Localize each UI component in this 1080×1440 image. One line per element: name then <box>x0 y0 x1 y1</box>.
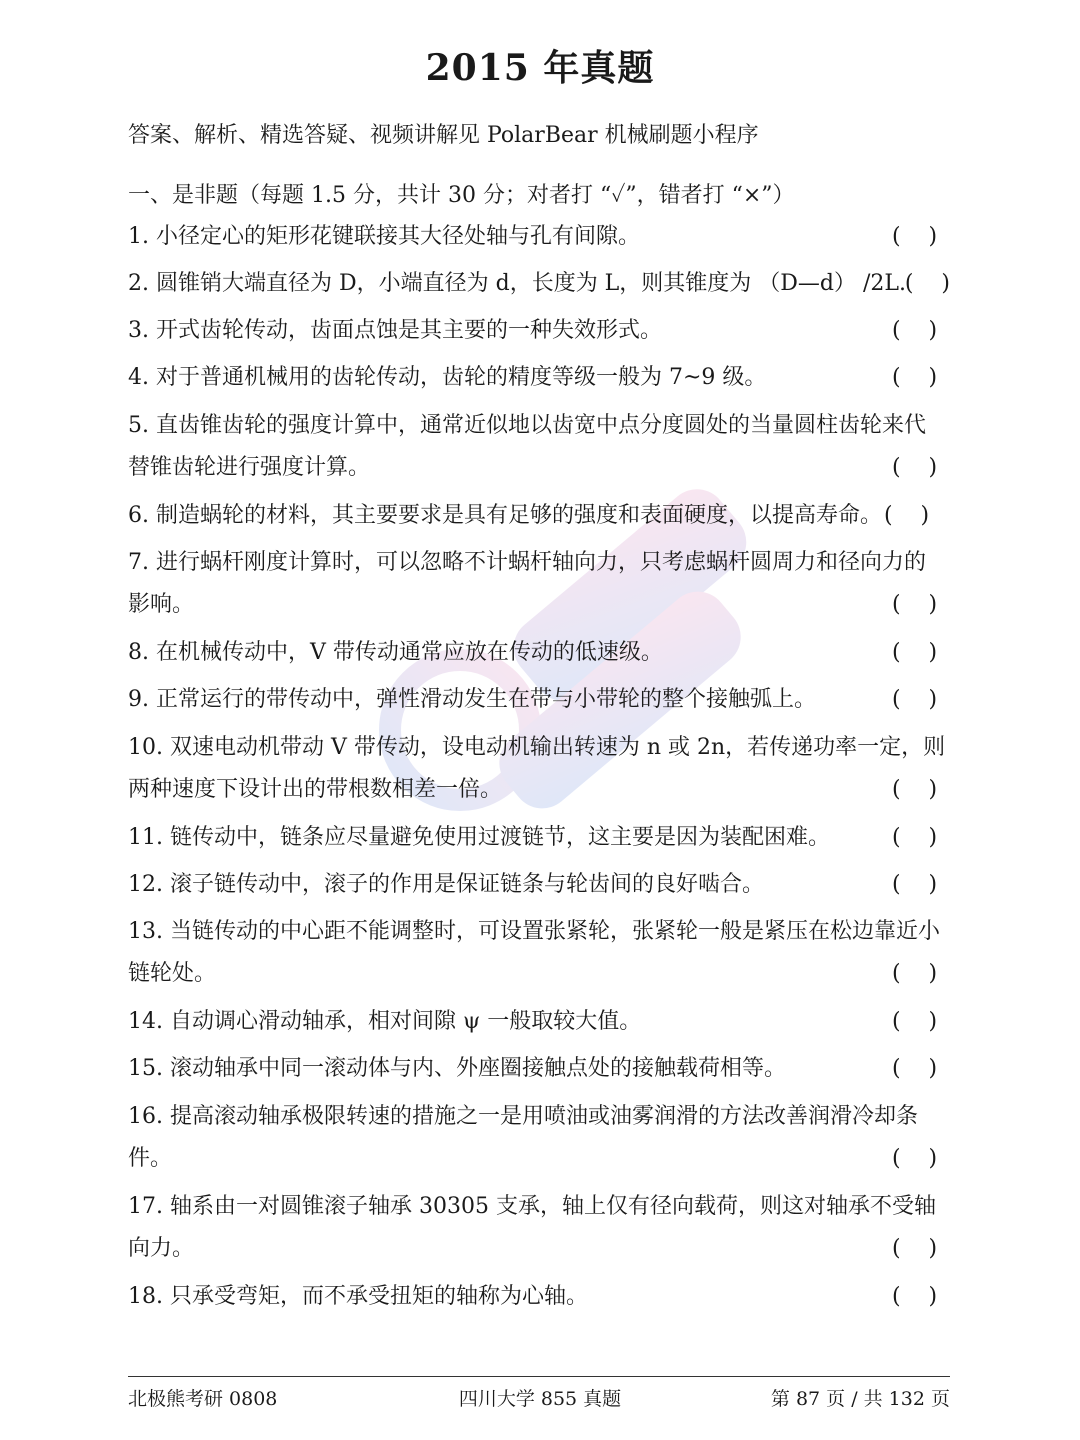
answer-blank: ( ) <box>892 224 938 249</box>
question-item-4: 4. 对于普通机械用的齿轮传动，齿轮的精度等级一般为 7~9 级。 <box>128 365 767 390</box>
answer-blank: ( ) <box>892 961 938 986</box>
question-item-13: 13. 当链传动的中心距不能调整时，可设置张紧轮，张紧轮一般是紧压在松边靠近小 <box>128 919 940 944</box>
question-item-10-continued: 两种速度下设计出的带根数相差一倍。 <box>128 777 503 802</box>
question-item-17-continued: 向力。 <box>128 1236 195 1261</box>
question-item-12: 12. 滚子链传动中，滚子的作用是保证链条与轮齿间的良好啮合。 <box>128 872 764 897</box>
answer-blank: ( ) <box>892 1284 938 1309</box>
question-item-7-continued: 影响。 <box>128 592 195 617</box>
answer-blank: ( ) <box>892 455 938 480</box>
question-item-2: 2. 圆锥销大端直径为 D，小端直径为 d，长度为 L，则其锥度为 （D—d） /2L. <box>128 271 907 296</box>
answer-blank: ( ) <box>892 1009 938 1034</box>
answer-blank: ( ) <box>892 592 938 617</box>
section-heading: 一、是非题（每题 1.5 分，共计 30 分；对者打 “✓”，错者打 “×”） <box>128 183 795 208</box>
question-item-14: 14. 自动调心滑动轴承，相对间隙 ψ 一般取较大值。 <box>128 1009 642 1034</box>
subtitle-note: 答案、解析、精选答疑、视频讲解见 PolarBear 机械刷题小程序 <box>128 123 759 148</box>
footer-center-text: 四川大学 855 真题 <box>458 1388 622 1410</box>
question-item-5-continued: 替锥齿轮进行强度计算。 <box>128 455 371 480</box>
question-item-13-continued: 链轮处。 <box>128 961 217 986</box>
question-item-16-continued: 件。 <box>128 1146 173 1171</box>
answer-blank: ( ) <box>892 825 938 850</box>
page-title: 2015 年真题 <box>425 47 655 89</box>
answer-blank: ( ) <box>892 1146 938 1171</box>
answer-blank: ( ) <box>892 640 938 665</box>
answer-blank: ( ) <box>892 365 938 390</box>
answer-blank: ( ) <box>884 503 930 528</box>
answer-blank: ( ) <box>892 1056 938 1081</box>
question-item-18: 18. 只承受弯矩，而不承受扭矩的轴称为心轴。 <box>128 1284 588 1309</box>
question-item-7: 7. 进行蜗杆刚度计算时，可以忽略不计蜗杆轴向力，只考虑蜗杆圆周力和径向力的 <box>128 550 926 575</box>
answer-blank: ( ) <box>892 777 938 802</box>
question-item-6: 6. 制造蜗轮的材料，其主要要求是具有足够的强度和表面硬度，以提高寿命。 <box>128 503 882 528</box>
question-item-15: 15. 滚动轴承中同一滚动体与内、外座圈接触点处的接触载荷相等。 <box>128 1056 786 1081</box>
question-item-16: 16. 提高滚动轴承极限转速的措施之一是用喷油或油雾润滑的方法改善润滑冷却条 <box>128 1104 918 1129</box>
answer-blank: ( ) <box>892 687 938 712</box>
footer-page-number: 第 87 页 / 共 132 页 <box>770 1388 950 1410</box>
footer-left-text: 北极熊考研 0808 <box>128 1388 278 1410</box>
answer-blank: ( ) <box>892 318 938 343</box>
question-item-11: 11. 链传动中，链条应尽量避免使用过渡链节，这主要是因为装配困难。 <box>128 825 830 850</box>
question-item-8: 8. 在机械传动中，V 带传动通常应放在传动的低速级。 <box>128 640 663 665</box>
question-item-10: 10. 双速电动机带动 V 带传动，设电动机输出转速为 n 或 2n，若传递功率一定，则 <box>128 735 946 760</box>
answer-blank: ( ) <box>904 271 950 296</box>
footer-divider <box>128 1376 950 1377</box>
question-item-5: 5. 直齿锥齿轮的强度计算中，通常近似地以齿宽中点分度圆处的当量圆柱齿轮来代 <box>128 413 926 438</box>
question-item-3: 3. 开式齿轮传动，齿面点蚀是其主要的一种失效形式。 <box>128 318 662 343</box>
question-item-9: 9. 正常运行的带传动中，弹性滑动发生在带与小带轮的整个接触弧上。 <box>128 687 816 712</box>
question-item-1: 1. 小径定心的矩形花键联接其大径处轴与孔有间隙。 <box>128 224 640 249</box>
answer-blank: ( ) <box>892 872 938 897</box>
question-item-17: 17. 轴系由一对圆锥滚子轴承 30305 支承，轴上仅有径向载荷，则这对轴承不受轴 <box>128 1194 936 1219</box>
answer-blank: ( ) <box>892 1236 938 1261</box>
